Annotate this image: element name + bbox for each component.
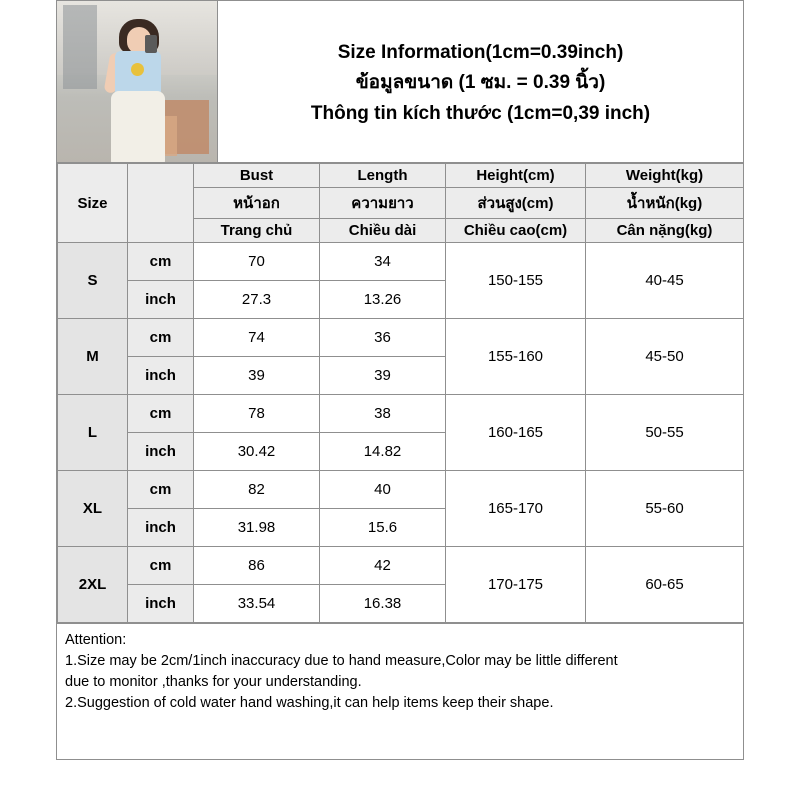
unit-cm: cm xyxy=(128,471,194,509)
l-weight: 50-55 xyxy=(586,395,744,471)
unit-inch: inch xyxy=(128,357,194,395)
l-length-cm: 38 xyxy=(320,395,446,433)
header-height-th: ส่วนสูง(cm) xyxy=(446,188,586,219)
attention-block xyxy=(57,623,743,722)
s-height: 150-155 xyxy=(446,243,586,319)
row-size-m: M xyxy=(58,319,128,395)
unit-inch: inch xyxy=(128,509,194,547)
header-unit-blank xyxy=(128,164,194,243)
xl-length-cm: 40 xyxy=(320,471,446,509)
s-weight: 40-45 xyxy=(586,243,744,319)
table-row xyxy=(58,319,744,357)
header-bust-vi: Trang chủ xyxy=(194,219,320,243)
camisole-logo xyxy=(131,63,144,76)
title-vietnamese: Thông tin kích thước (1cm=0,39 inch) xyxy=(310,102,651,124)
title-english: Size Information(1cm=0.39inch) xyxy=(337,41,624,63)
xl-bust-cm: 82 xyxy=(194,471,320,509)
unit-inch: inch xyxy=(128,585,194,623)
xxl-bust-cm: 86 xyxy=(194,547,320,585)
unit-cm: cm xyxy=(128,395,194,433)
xl-length-inch: 15.6 xyxy=(320,509,446,547)
unit-inch: inch xyxy=(128,433,194,471)
header-height-en: Height(cm) xyxy=(446,164,586,188)
title-thai: ข้อมูลขนาด (1 ซม. = 0.39 นิ้ว) xyxy=(355,72,606,94)
l-height: 160-165 xyxy=(446,395,586,471)
m-length-cm: 36 xyxy=(320,319,446,357)
m-bust-inch: 39 xyxy=(194,357,320,395)
header-size-word: Size xyxy=(58,164,128,243)
size-chart-sheet xyxy=(56,0,744,760)
l-bust-cm: 78 xyxy=(194,395,320,433)
m-length-inch: 39 xyxy=(320,357,446,395)
xxl-weight: 60-65 xyxy=(586,547,744,623)
attention-line-1: 1.Size may be 2cm/1inch inaccuracy due to hand measure,Color may be little different xyxy=(65,653,618,670)
s-length-inch: 13.26 xyxy=(320,281,446,319)
photo-door xyxy=(63,5,97,89)
xl-height: 165-170 xyxy=(446,471,586,547)
s-bust-cm: 70 xyxy=(194,243,320,281)
attention-heading: Attention: xyxy=(65,632,127,648)
xxl-bust-inch: 33.54 xyxy=(194,585,320,623)
table-row xyxy=(58,395,744,433)
photo-model xyxy=(105,19,171,162)
header-length-th: ความยาว xyxy=(320,188,446,219)
header-bust-en: Bust xyxy=(194,164,320,188)
table-row xyxy=(58,243,744,281)
row-size-l: L xyxy=(58,395,128,471)
l-bust-inch: 30.42 xyxy=(194,433,320,471)
unit-cm: cm xyxy=(128,243,194,281)
row-size-xl: XL xyxy=(58,471,128,547)
header-height-vi: Chiều cao(cm) xyxy=(446,219,586,243)
size-table xyxy=(57,163,744,623)
product-photo xyxy=(57,1,218,162)
xl-bust-inch: 31.98 xyxy=(194,509,320,547)
xxl-length-inch: 16.38 xyxy=(320,585,446,623)
m-height: 155-160 xyxy=(446,319,586,395)
xl-weight: 55-60 xyxy=(586,471,744,547)
xxl-height: 170-175 xyxy=(446,547,586,623)
attention-line-3: 2.Suggestion of cold water hand washing,it can help items keep their shape. xyxy=(65,695,554,712)
l-length-inch: 14.82 xyxy=(320,433,446,471)
header-bust-th: หน้าอก xyxy=(194,188,320,219)
unit-inch: inch xyxy=(128,281,194,319)
header-weight-vi: Cân nặng(kg) xyxy=(586,219,744,243)
unit-cm: cm xyxy=(128,319,194,357)
header-band xyxy=(57,1,743,163)
model-phone xyxy=(145,35,157,53)
row-size-2xl: 2XL xyxy=(58,547,128,623)
row-size-s: S xyxy=(58,243,128,319)
m-bust-cm: 74 xyxy=(194,319,320,357)
header-weight-en: Weight(kg) xyxy=(586,164,744,188)
header-weight-th: น้ำหนัก(kg) xyxy=(586,188,744,219)
model-pants xyxy=(111,91,165,162)
table-row xyxy=(58,471,744,509)
table-header-row-en xyxy=(58,164,744,188)
m-weight: 45-50 xyxy=(586,319,744,395)
s-length-cm: 34 xyxy=(320,243,446,281)
s-bust-inch: 27.3 xyxy=(194,281,320,319)
table-row xyxy=(58,547,744,585)
header-length-vi: Chiều dài xyxy=(320,219,446,243)
header-length-en: Length xyxy=(320,164,446,188)
unit-cm: cm xyxy=(128,547,194,585)
attention-line-2: due to monitor ,thanks for your understanding. xyxy=(65,674,362,691)
title-block xyxy=(218,1,743,162)
xxl-length-cm: 42 xyxy=(320,547,446,585)
